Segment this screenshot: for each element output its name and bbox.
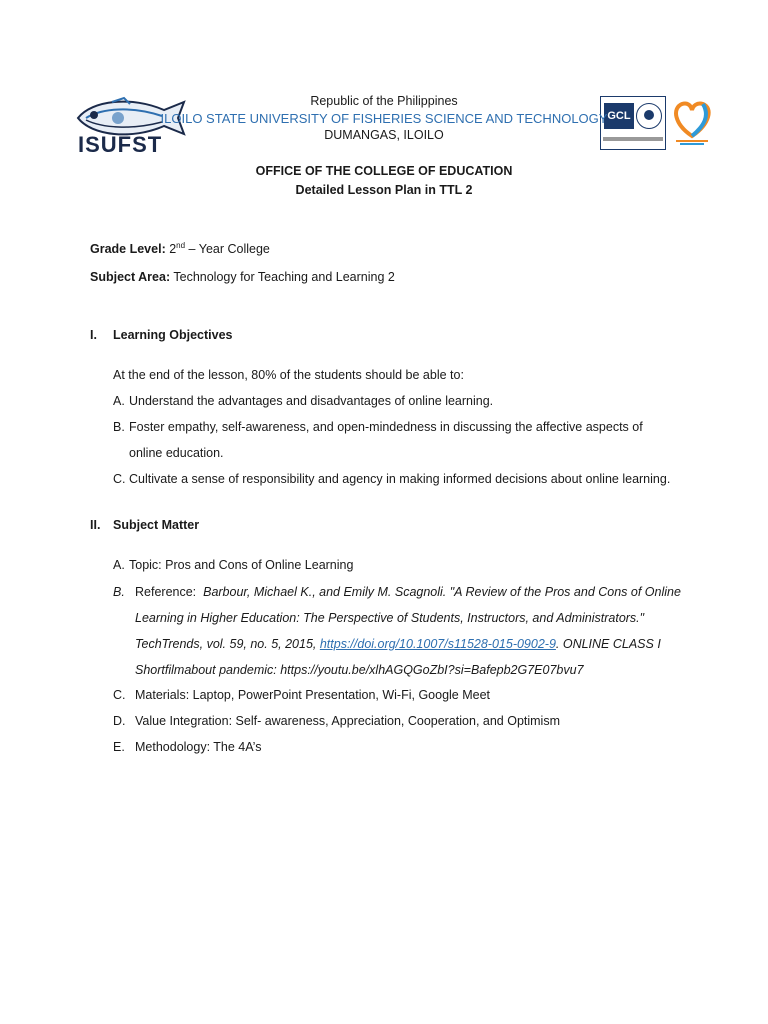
- grade-level-row: [90, 241, 270, 256]
- subject-area-value: Technology for Teaching and Learning 2: [170, 270, 395, 284]
- reference-extra: . ONLINE CLASS I: [555, 637, 661, 651]
- reference-line-3: [135, 637, 661, 651]
- item-marker: C.: [113, 472, 126, 486]
- item-marker: A.: [113, 558, 125, 572]
- item-text: Topic: Pros and Cons of Online Learning: [129, 558, 354, 572]
- logo-text: ISUFST: [78, 132, 163, 157]
- section-title: Subject Matter: [113, 518, 200, 532]
- item-marker: D.: [113, 714, 126, 728]
- topic-item: [113, 558, 353, 572]
- item-text: Understand the advantages and disadvantages of online learning.: [129, 394, 494, 408]
- office-title: OFFICE OF THE COLLEGE OF EDUCATION: [255, 164, 513, 178]
- item-text: Materials: Laptop, PowerPoint Presentation, Wi-Fi, Google Meet: [135, 688, 491, 702]
- value-integration-item: [113, 714, 560, 728]
- reference-journal: TechTrends, vol. 59, no. 5, 2015,: [135, 637, 320, 651]
- item-text: Cultivate a sense of responsibility and agency in making informed decisions about online learning.: [129, 472, 671, 486]
- reference-line-4: Shortfilmabout pandemic: https://youtu.be/xlhAGQGoZbI?si=Bafepb2G7E07bvu7: [135, 663, 584, 677]
- item-text: Value Integration: Self- awareness, Appreciation, Cooperation, and Optimism: [135, 714, 560, 728]
- grade-level-label: Grade Level:: [90, 242, 166, 257]
- republic-line: Republic of the Philippines: [310, 94, 458, 108]
- item-marker: B.: [113, 585, 125, 599]
- methodology-item: [113, 740, 261, 754]
- section-title: Learning Objectives: [113, 328, 233, 342]
- reference-line-2: Learning in Higher Education: The Perspective of Students, Instructors, and Administrators.": [135, 611, 645, 625]
- item-text: Methodology: The 4A’s: [135, 740, 262, 754]
- item-marker: A.: [113, 394, 125, 408]
- university-name: ILOILO STATE UNIVERSITY OF FISHERIES SCIENCE AND TECHNOLOGY: [160, 111, 608, 126]
- item-text: Foster empathy, self-awareness, and open-mindedness in discussing the affective aspects of: [129, 420, 643, 434]
- objective-item-continued: online education.: [129, 446, 224, 460]
- doi-link[interactable]: https://doi.org/10.1007/s11528-015-0902-9: [319, 637, 556, 651]
- objective-item: [113, 420, 643, 434]
- item-marker: E.: [113, 740, 125, 754]
- reference-label: Reference:: [135, 585, 197, 599]
- university-location: DUMANGAS, ILOILO: [324, 128, 444, 142]
- section-number: I.: [90, 328, 97, 342]
- objective-item: [113, 472, 670, 486]
- objective-item: [113, 394, 493, 408]
- item-marker: C.: [113, 688, 126, 702]
- item-marker: B.: [113, 420, 125, 434]
- materials-item: [113, 688, 490, 702]
- objectives-intro: At the end of the lesson, 80% of the students should be able to:: [113, 368, 464, 382]
- grade-level-value: – Year College: [185, 242, 270, 257]
- section-subject-matter: [90, 518, 199, 532]
- section-number: II.: [90, 518, 101, 532]
- subject-area-label: Subject Area:: [90, 270, 171, 284]
- reference-item: [113, 585, 681, 599]
- grade-level-number: 2: [169, 242, 177, 257]
- grade-level-suffix: nd: [176, 241, 186, 250]
- lesson-plan-title: Detailed Lesson Plan in TTL 2: [295, 183, 473, 197]
- gcl-logo-text: GCL: [604, 103, 634, 129]
- section-learning-objectives: [90, 328, 232, 342]
- subject-area-row: [90, 270, 395, 284]
- reference-line-1: Barbour, Michael K., and Emily M. Scagnoli. "A Review of the Pros and Cons of Online: [203, 585, 681, 599]
